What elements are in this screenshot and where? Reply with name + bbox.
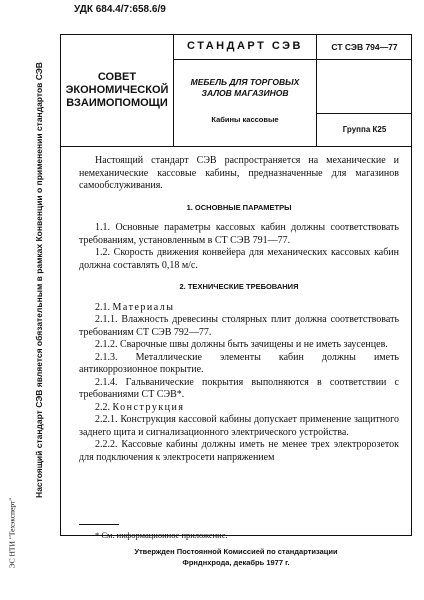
header-rule-top <box>174 59 412 60</box>
paragraph: 2.1.4. Гальванические покрытия выполняются в соответствии с требованиями СТ СЭВ*. <box>79 376 399 400</box>
council-name <box>61 71 173 110</box>
approval-line: Фрнднхрода, декабрь 1977 г. <box>182 558 290 567</box>
standard-title: СТАНДАРТ СЭВ <box>187 40 303 52</box>
footnote: * См. информационное приложение. <box>95 530 228 540</box>
vertical-convention-note <box>32 62 46 498</box>
standard-frame <box>60 34 412 540</box>
subsection-title: Материалы <box>112 301 175 313</box>
footnote-rule <box>79 524 119 525</box>
subject-line: МЕБЕЛЬ ДЛЯ ТОРГОВЫХ <box>190 77 300 87</box>
paragraph: 2.2.2. Кассовые кабины должны иметь не менее трех электророзеток для подключения к электросети напряжением <box>79 439 399 463</box>
subsection-number: 2.1. <box>95 301 110 313</box>
header-rule-group <box>317 113 412 114</box>
paragraph: 1.2. Скорость движения конвейера для механических кассовых кабин должна составлять 0,18 м/с. <box>79 247 399 271</box>
vertical-source-text: ЭС НТИ "Техэксперт" <box>7 497 17 569</box>
council-line: ЭКОНОМИЧЕСКОЙ <box>65 84 169 96</box>
subsection-heading <box>79 302 399 315</box>
intro-paragraph: Настоящий стандарт СЭВ распространяется на механические и немеханические кассовые кабины, предназначенные для магазинов самообслуживания. <box>79 155 399 191</box>
paragraph: 2.1.3. Металлические элементы кабин должны иметь антикоррозионное покрытие. <box>79 351 399 375</box>
paragraph: 2.2.1. Конструкция кассовой кабины допускает применение защитного заднего щита и сигнализационного электрического устройства. <box>79 414 399 438</box>
standard-number: СТ СЭВ 794—77 <box>331 42 398 52</box>
standard-subject <box>174 77 316 99</box>
standard-subtitle: Кабины кассовые <box>211 115 279 124</box>
subsection-heading <box>79 402 399 415</box>
subject-line: ЗАЛОВ МАГАЗИНОВ <box>201 88 289 98</box>
udk-code: УДК 684.4/7:658.6/9 <box>74 4 166 15</box>
subsection-title: Конструкция <box>112 401 185 413</box>
document-body <box>79 155 399 464</box>
subsection-number: 2.2. <box>95 401 110 413</box>
approval-line: Утвержден Постоянной Комиссией по стандартизации <box>134 547 338 556</box>
section-heading: 2. ТЕХНИЧЕСКИЕ ТРЕБОВАНИЯ <box>179 282 299 291</box>
council-line: СОВЕТ <box>97 71 137 83</box>
approval-note <box>60 546 412 568</box>
paragraph: 2.1.1. Влажность древесины столярных плит должна соответствовать требованиям СТ СЭВ 792—77. <box>79 314 399 338</box>
paragraph: 1.1. Основные параметры кассовых кабин должны соответствовать требованиям, установленным в СТ СЭВ 791—77. <box>79 222 399 246</box>
council-line: ВЗАИМОПОМОЩИ <box>66 97 168 109</box>
paragraph: 2.1.2. Сварочные швы должны быть зачищены и не иметь заусенцев. <box>95 339 388 350</box>
standard-group: Группа К25 <box>342 125 387 134</box>
vertical-convention-text: Настоящий стандарт СЭВ является обязательным в рамках Конвенции о применении стандартов СЭВ <box>34 62 44 498</box>
section-heading: 1. ОСНОВНЫЕ ПАРАМЕТРЫ <box>186 202 292 212</box>
header-block <box>61 35 411 147</box>
vertical-source-note <box>6 470 18 596</box>
